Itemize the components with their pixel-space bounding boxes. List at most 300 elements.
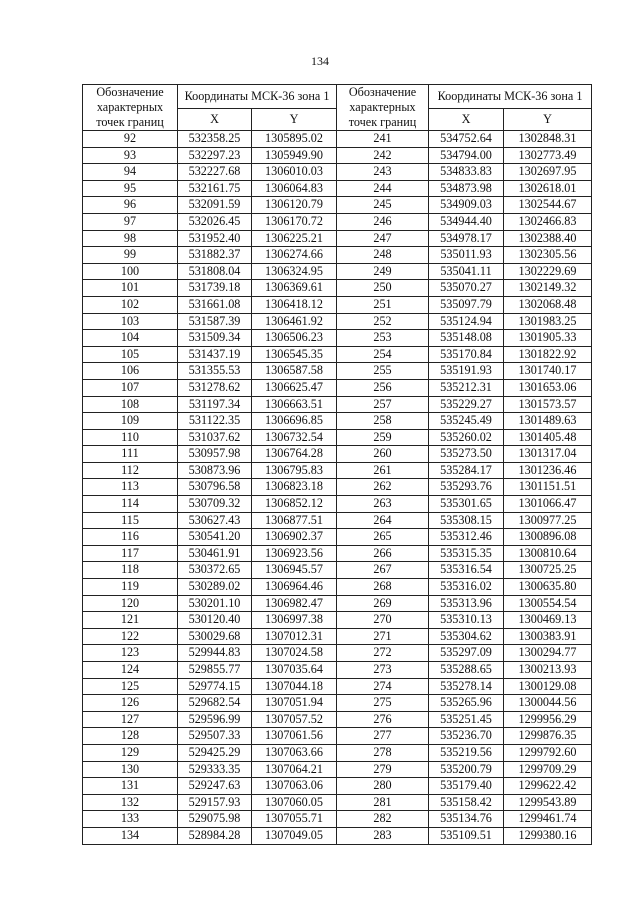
point-id-left: 98	[83, 230, 178, 247]
coord-y-left: 1307012.31	[252, 628, 337, 645]
coord-y-left: 1306225.21	[252, 230, 337, 247]
coord-y-right: 1300213.93	[504, 662, 592, 679]
coord-x-right: 535316.02	[429, 579, 504, 596]
point-id-left: 112	[83, 462, 178, 479]
coord-x-left: 532358.25	[178, 131, 252, 148]
point-id-right: 245	[337, 197, 429, 214]
point-id-left: 93	[83, 147, 178, 164]
coord-x-right: 535170.84	[429, 346, 504, 363]
point-id-right: 242	[337, 147, 429, 164]
point-id-left: 117	[83, 545, 178, 562]
point-id-right: 250	[337, 280, 429, 297]
table-row	[83, 695, 592, 712]
point-id-left: 118	[83, 562, 178, 579]
point-id-left: 110	[83, 429, 178, 446]
coord-x-left: 529944.83	[178, 645, 252, 662]
point-id-right: 247	[337, 230, 429, 247]
table-row	[83, 263, 592, 280]
coord-y-right: 1301983.25	[504, 313, 592, 330]
coord-y-right: 1301573.57	[504, 396, 592, 413]
header-point-label-right: Обозначение характерных точек границ	[337, 85, 429, 131]
point-id-left: 115	[83, 512, 178, 529]
point-id-right: 257	[337, 396, 429, 413]
coord-y-left: 1306324.95	[252, 263, 337, 280]
coord-x-right: 534909.03	[429, 197, 504, 214]
coord-x-right: 535124.94	[429, 313, 504, 330]
point-id-right: 271	[337, 628, 429, 645]
coord-x-right: 535315.35	[429, 545, 504, 562]
point-id-right: 244	[337, 180, 429, 197]
coord-y-right: 1299622.42	[504, 778, 592, 795]
coord-x-right: 535312.46	[429, 529, 504, 546]
coord-x-right: 535316.54	[429, 562, 504, 579]
point-id-right: 267	[337, 562, 429, 579]
coord-y-left: 1307063.66	[252, 744, 337, 761]
coord-y-right: 1300635.80	[504, 579, 592, 596]
coord-y-right: 1300977.25	[504, 512, 592, 529]
point-id-left: 105	[83, 346, 178, 363]
table-row	[83, 662, 592, 679]
coord-y-left: 1305895.02	[252, 131, 337, 148]
coord-y-right: 1302544.67	[504, 197, 592, 214]
coord-x-left: 531739.18	[178, 280, 252, 297]
point-id-right: 255	[337, 363, 429, 380]
coord-y-right: 1299876.35	[504, 728, 592, 745]
point-id-right: 258	[337, 413, 429, 430]
table-row	[83, 811, 592, 828]
coord-y-left: 1306064.83	[252, 180, 337, 197]
point-id-left: 131	[83, 778, 178, 795]
coord-y-left: 1306764.28	[252, 446, 337, 463]
coord-y-left: 1306852.12	[252, 496, 337, 513]
coord-x-left: 530120.40	[178, 612, 252, 629]
point-id-left: 113	[83, 479, 178, 496]
coord-x-right: 535293.76	[429, 479, 504, 496]
point-id-left: 94	[83, 164, 178, 181]
point-id-left: 116	[83, 529, 178, 546]
point-id-left: 99	[83, 247, 178, 264]
table-row	[83, 247, 592, 264]
coord-x-right: 534978.17	[429, 230, 504, 247]
coord-x-right: 535179.40	[429, 778, 504, 795]
point-id-right: 273	[337, 662, 429, 679]
table-row	[83, 164, 592, 181]
coord-x-right: 535148.08	[429, 330, 504, 347]
coord-x-right: 534794.00	[429, 147, 504, 164]
coord-y-left: 1306545.35	[252, 346, 337, 363]
table-row	[83, 479, 592, 496]
coord-x-right: 535191.93	[429, 363, 504, 380]
coord-x-left: 531952.40	[178, 230, 252, 247]
table-row	[83, 512, 592, 529]
point-id-right: 280	[337, 778, 429, 795]
point-id-left: 125	[83, 678, 178, 695]
coord-y-left: 1306696.85	[252, 413, 337, 430]
coord-y-right: 1300294.77	[504, 645, 592, 662]
point-id-left: 92	[83, 131, 178, 148]
coord-x-left: 530372.65	[178, 562, 252, 579]
coord-x-left: 532297.23	[178, 147, 252, 164]
point-id-left: 102	[83, 296, 178, 313]
coord-y-left: 1307057.52	[252, 711, 337, 728]
table-row	[83, 131, 592, 148]
coord-y-left: 1305949.90	[252, 147, 337, 164]
coord-y-left: 1306795.83	[252, 462, 337, 479]
coord-y-left: 1306625.47	[252, 379, 337, 396]
coord-y-right: 1300554.54	[504, 595, 592, 612]
point-id-right: 256	[337, 379, 429, 396]
coord-y-right: 1299792.60	[504, 744, 592, 761]
coord-x-right: 535308.15	[429, 512, 504, 529]
point-id-right: 276	[337, 711, 429, 728]
table-row	[83, 363, 592, 380]
coord-x-left: 531355.53	[178, 363, 252, 380]
coord-x-right: 535219.56	[429, 744, 504, 761]
point-id-left: 107	[83, 379, 178, 396]
coord-y-left: 1306732.54	[252, 429, 337, 446]
point-id-left: 100	[83, 263, 178, 280]
coord-x-right: 535070.27	[429, 280, 504, 297]
coord-y-left: 1306823.18	[252, 479, 337, 496]
coord-y-left: 1307064.21	[252, 761, 337, 778]
coord-y-left: 1307051.94	[252, 695, 337, 712]
point-id-right: 268	[337, 579, 429, 596]
table-row	[83, 579, 592, 596]
table-row	[83, 197, 592, 214]
point-id-left: 121	[83, 612, 178, 629]
coord-y-right: 1301151.51	[504, 479, 592, 496]
coord-x-left: 532026.45	[178, 213, 252, 230]
table-row	[83, 313, 592, 330]
table-row	[83, 379, 592, 396]
table-row	[83, 496, 592, 513]
coord-y-right: 1302068.48	[504, 296, 592, 313]
coord-y-left: 1306506.23	[252, 330, 337, 347]
coord-x-left: 530541.20	[178, 529, 252, 546]
coord-y-left: 1307061.56	[252, 728, 337, 745]
point-id-left: 95	[83, 180, 178, 197]
point-id-right: 249	[337, 263, 429, 280]
coord-y-right: 1301405.48	[504, 429, 592, 446]
point-id-right: 281	[337, 794, 429, 811]
coord-x-right: 535212.31	[429, 379, 504, 396]
point-id-left: 103	[83, 313, 178, 330]
coord-y-right: 1300044.56	[504, 695, 592, 712]
coord-y-left: 1306587.58	[252, 363, 337, 380]
table-row	[83, 147, 592, 164]
coord-x-left: 531509.34	[178, 330, 252, 347]
coord-x-right: 535310.13	[429, 612, 504, 629]
coord-x-left: 530957.98	[178, 446, 252, 463]
coord-x-right: 535041.11	[429, 263, 504, 280]
point-id-right: 260	[337, 446, 429, 463]
point-id-right: 277	[337, 728, 429, 745]
coord-x-left: 531197.34	[178, 396, 252, 413]
point-id-left: 111	[83, 446, 178, 463]
point-id-left: 104	[83, 330, 178, 347]
point-id-left: 126	[83, 695, 178, 712]
coord-x-left: 529333.35	[178, 761, 252, 778]
coord-y-right: 1301822.92	[504, 346, 592, 363]
coord-x-left: 529682.54	[178, 695, 252, 712]
table-row	[83, 413, 592, 430]
coord-y-left: 1306120.79	[252, 197, 337, 214]
table-row	[83, 529, 592, 546]
point-id-left: 128	[83, 728, 178, 745]
point-id-right: 246	[337, 213, 429, 230]
point-id-right: 272	[337, 645, 429, 662]
coord-x-left: 529507.33	[178, 728, 252, 745]
coord-y-left: 1307055.71	[252, 811, 337, 828]
coord-y-left: 1306663.51	[252, 396, 337, 413]
coord-x-right: 535304.62	[429, 628, 504, 645]
point-id-left: 114	[83, 496, 178, 513]
point-id-right: 253	[337, 330, 429, 347]
coord-y-right: 1301653.06	[504, 379, 592, 396]
table-row	[83, 396, 592, 413]
coord-x-left: 529855.77	[178, 662, 252, 679]
coord-x-right: 535097.79	[429, 296, 504, 313]
coord-y-right: 1302697.95	[504, 164, 592, 181]
point-id-right: 266	[337, 545, 429, 562]
coord-x-left: 532161.75	[178, 180, 252, 197]
coord-x-right: 535284.17	[429, 462, 504, 479]
point-id-right: 282	[337, 811, 429, 828]
coord-y-right: 1301489.63	[504, 413, 592, 430]
coord-y-right: 1299956.29	[504, 711, 592, 728]
coord-x-right: 534944.40	[429, 213, 504, 230]
coord-y-right: 1300469.13	[504, 612, 592, 629]
table-row	[83, 330, 592, 347]
coord-y-right: 1302229.69	[504, 263, 592, 280]
coord-x-right: 535236.70	[429, 728, 504, 745]
coord-x-left: 529425.29	[178, 744, 252, 761]
point-id-left: 123	[83, 645, 178, 662]
coord-x-left: 529157.93	[178, 794, 252, 811]
header-x-left: X	[178, 108, 252, 130]
table-row	[83, 711, 592, 728]
header-coord-label-right: Координаты МСК-36 зона 1	[429, 85, 592, 109]
coord-x-right: 535245.49	[429, 413, 504, 430]
table-row	[83, 778, 592, 795]
point-id-right: 252	[337, 313, 429, 330]
coord-y-right: 1302618.01	[504, 180, 592, 197]
point-id-right: 251	[337, 296, 429, 313]
coord-y-right: 1301740.17	[504, 363, 592, 380]
coord-y-right: 1299709.29	[504, 761, 592, 778]
point-id-left: 120	[83, 595, 178, 612]
table-row	[83, 794, 592, 811]
point-id-left: 130	[83, 761, 178, 778]
coord-x-right: 535011.93	[429, 247, 504, 264]
coord-y-left: 1307024.58	[252, 645, 337, 662]
coord-y-right: 1300383.91	[504, 628, 592, 645]
table-row	[83, 296, 592, 313]
coord-y-left: 1306945.57	[252, 562, 337, 579]
point-id-right: 274	[337, 678, 429, 695]
coord-y-left: 1306997.38	[252, 612, 337, 629]
point-id-right: 254	[337, 346, 429, 363]
table-row	[83, 645, 592, 662]
coord-x-left: 531882.37	[178, 247, 252, 264]
point-id-right: 262	[337, 479, 429, 496]
coord-y-left: 1307049.05	[252, 827, 337, 844]
table-row	[83, 180, 592, 197]
table-row	[83, 213, 592, 230]
coord-y-right: 1299380.16	[504, 827, 592, 844]
coord-x-left: 531122.35	[178, 413, 252, 430]
point-id-right: 283	[337, 827, 429, 844]
point-id-left: 134	[83, 827, 178, 844]
coord-y-right: 1300129.08	[504, 678, 592, 695]
table-row	[83, 429, 592, 446]
point-id-right: 263	[337, 496, 429, 513]
point-id-right: 243	[337, 164, 429, 181]
coord-y-left: 1306010.03	[252, 164, 337, 181]
point-id-right: 279	[337, 761, 429, 778]
coord-y-right: 1302305.56	[504, 247, 592, 264]
point-id-left: 129	[83, 744, 178, 761]
coord-x-right: 535229.27	[429, 396, 504, 413]
coord-y-right: 1301066.47	[504, 496, 592, 513]
coord-x-right: 535265.96	[429, 695, 504, 712]
coord-y-right: 1302149.32	[504, 280, 592, 297]
coord-x-left: 530289.02	[178, 579, 252, 596]
point-id-right: 269	[337, 595, 429, 612]
point-id-right: 270	[337, 612, 429, 629]
coord-x-left: 530709.32	[178, 496, 252, 513]
header-x-right: X	[429, 108, 504, 130]
table-row	[83, 446, 592, 463]
table-row	[83, 827, 592, 844]
table-row	[83, 728, 592, 745]
coordinates-table	[82, 84, 592, 845]
page-number: 134	[311, 54, 329, 68]
point-id-left: 133	[83, 811, 178, 828]
coord-x-left: 532091.59	[178, 197, 252, 214]
coord-y-right: 1301317.04	[504, 446, 592, 463]
coord-y-right: 1302848.31	[504, 131, 592, 148]
coord-y-left: 1307060.05	[252, 794, 337, 811]
coord-x-right: 535288.65	[429, 662, 504, 679]
coord-x-right: 535158.42	[429, 794, 504, 811]
point-id-left: 97	[83, 213, 178, 230]
header-y-left: Y	[252, 108, 337, 130]
coord-x-right: 534752.64	[429, 131, 504, 148]
point-id-left: 124	[83, 662, 178, 679]
coord-x-left: 529774.15	[178, 678, 252, 695]
coord-x-right: 534833.83	[429, 164, 504, 181]
coord-x-left: 530627.43	[178, 512, 252, 529]
coord-x-left: 529596.99	[178, 711, 252, 728]
coord-x-left: 530873.96	[178, 462, 252, 479]
point-id-right: 259	[337, 429, 429, 446]
coord-x-right: 535109.51	[429, 827, 504, 844]
coord-y-right: 1302388.40	[504, 230, 592, 247]
coord-x-right: 535313.96	[429, 595, 504, 612]
coord-x-left: 528984.28	[178, 827, 252, 844]
header-point-label-left: Обозначение характерных точек границ	[83, 85, 178, 131]
point-id-right: 241	[337, 131, 429, 148]
coord-x-left: 529075.98	[178, 811, 252, 828]
coord-y-right: 1299461.74	[504, 811, 592, 828]
coord-y-left: 1307044.18	[252, 678, 337, 695]
coord-y-right: 1300725.25	[504, 562, 592, 579]
point-id-right: 264	[337, 512, 429, 529]
coord-x-left: 532227.68	[178, 164, 252, 181]
coord-y-right: 1301905.33	[504, 330, 592, 347]
coord-x-left: 530201.10	[178, 595, 252, 612]
point-id-left: 106	[83, 363, 178, 380]
coord-y-right: 1301236.46	[504, 462, 592, 479]
coord-x-right: 535301.65	[429, 496, 504, 513]
point-id-left: 101	[83, 280, 178, 297]
coord-y-left: 1306418.12	[252, 296, 337, 313]
table-row	[83, 230, 592, 247]
coord-x-right: 535134.76	[429, 811, 504, 828]
table-row	[83, 280, 592, 297]
point-id-right: 265	[337, 529, 429, 546]
point-id-right: 261	[337, 462, 429, 479]
coord-y-right: 1302466.83	[504, 213, 592, 230]
coord-x-left: 531437.19	[178, 346, 252, 363]
coord-x-left: 531587.39	[178, 313, 252, 330]
table-row	[83, 595, 592, 612]
point-id-left: 122	[83, 628, 178, 645]
coord-y-left: 1306170.72	[252, 213, 337, 230]
coord-y-left: 1306902.37	[252, 529, 337, 546]
coord-x-right: 535273.50	[429, 446, 504, 463]
coord-x-left: 531808.04	[178, 263, 252, 280]
coord-y-left: 1306274.66	[252, 247, 337, 264]
table-row	[83, 678, 592, 695]
coord-y-left: 1306461.92	[252, 313, 337, 330]
table-row	[83, 628, 592, 645]
coord-y-left: 1306877.51	[252, 512, 337, 529]
coord-x-right: 535251.45	[429, 711, 504, 728]
coord-x-left: 531037.62	[178, 429, 252, 446]
point-id-left: 109	[83, 413, 178, 430]
point-id-right: 278	[337, 744, 429, 761]
coord-x-left: 530029.68	[178, 628, 252, 645]
coord-y-left: 1306369.61	[252, 280, 337, 297]
coord-x-left: 529247.63	[178, 778, 252, 795]
table-row	[83, 562, 592, 579]
coord-x-right: 535260.02	[429, 429, 504, 446]
point-id-right: 275	[337, 695, 429, 712]
table-row	[83, 462, 592, 479]
coord-x-right: 534873.98	[429, 180, 504, 197]
coord-y-left: 1306964.46	[252, 579, 337, 596]
coord-x-left: 530796.58	[178, 479, 252, 496]
point-id-left: 119	[83, 579, 178, 596]
coord-y-left: 1307063.06	[252, 778, 337, 795]
point-id-left: 132	[83, 794, 178, 811]
coord-x-right: 535297.09	[429, 645, 504, 662]
table-row	[83, 744, 592, 761]
coord-x-left: 531278.62	[178, 379, 252, 396]
header-y-right: Y	[504, 108, 592, 130]
coord-x-left: 531661.08	[178, 296, 252, 313]
point-id-right: 248	[337, 247, 429, 264]
coord-y-left: 1307035.64	[252, 662, 337, 679]
coord-y-left: 1306923.56	[252, 545, 337, 562]
coord-y-right: 1300810.64	[504, 545, 592, 562]
point-id-left: 127	[83, 711, 178, 728]
table-row	[83, 612, 592, 629]
coord-y-right: 1302773.49	[504, 147, 592, 164]
table-row	[83, 346, 592, 363]
